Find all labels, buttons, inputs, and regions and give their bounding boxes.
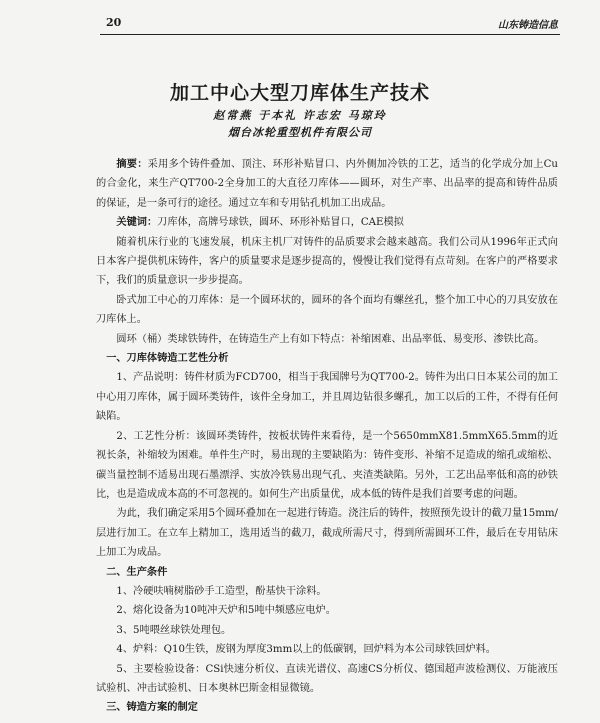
section-heading-2: 二、生产条件 [106, 565, 168, 578]
paper-title: 加工中心大型刀库体生产技术 [169, 82, 430, 104]
section1-paragraph: 1、产品说明：铸件材质为FCD700，相当于我国牌号为QT700-2。铸件为出口日本某公司的加工中心用刀库体，属于圆环类铸件，该件全身加工，并且周边钻很多螺孔，加工以后的工件，不得有任何缺陷。 [96, 372, 558, 423]
section-heading-1: 一、刀库体铸造工艺性分析 [106, 352, 229, 365]
intro-paragraph: 圆环（桶）类球铁铸件，在铸造生产上有如下特点：补缩困难、出品率低、易变形、渗铁比高。 [116, 333, 545, 345]
abstract-label: 摘要： [116, 158, 148, 170]
author-list: 赵常燕 于本礼 许志宏 马琼玲 [213, 109, 387, 122]
section1-paragraph: 为此，我们确定采用5个圆环叠加在一起进行铸造。浇注后的铸件，按照预先设计的截刀量15mm/层进行加工。在立车上精加工，选用适当的截刀，截成所需尺寸，得到所需圆环工件，最后在专用钻床上加工为成品。 [96, 508, 558, 559]
keywords [96, 213, 558, 232]
condition-item: 2、熔化设备为10吨冲天炉和5吨中频感应电炉。 [116, 605, 336, 617]
condition-item: 4、炉料：Q10生铁，废钢为厚度3mm以上的低碳钢，回炉料为本公司球铁回炉料。 [116, 644, 496, 656]
paper-body [96, 155, 558, 718]
condition-item: 5、主要检验设备：CSi快速分析仪、直读光谱仪、高速CS分析仪、德国超声波检测仪、万能液压试验机、冲击试验机、日本奥林巴斯金相显微镜。 [96, 663, 558, 694]
abstract [96, 155, 558, 213]
condition-item: 1、冷硬呋喃树脂砂手工造型，酚基快干涂料。 [116, 585, 327, 597]
journal-name: 山东铸造信息 [498, 20, 558, 31]
abstract-text: 采用多个铸件叠加、顶注、环形补贴冒口、内外侧加冷铁的工艺，适当的化学成分加上Cu的合金化，来生产QT700-2全身加工的大直径刀库体——圆环，对生产率、出品率的提高和铸件品质的保证，是一条可行的途径。通过立车和专用钻孔机加工出成品。 [96, 159, 558, 209]
header-rule [100, 34, 560, 35]
intro-paragraph: 卧式加工中心的刀库体：是一个圆环状的，圆环的各个面均有螺丝孔，整个加工中心的刀具安放在刀库体上。 [96, 294, 558, 326]
condition-item: 3、5吨喂丝球铁处理包。 [116, 624, 232, 636]
affiliation: 烟台冰轮重型机件有限公司 [228, 126, 372, 139]
section-heading-3: 三、铸造方案的制定 [106, 701, 198, 714]
keywords-label: 关键词： [116, 216, 158, 229]
keywords-text: 刀库体，高牌号球铁，圆环、环形补贴冒口，CAE模拟 [157, 217, 404, 229]
intro-paragraph: 随着机床行业的飞速发展，机床主机厂对铸件的品质要求会越来越高。我们公司从1996年正式向日本客户提供机床铸件，客户的质量要求是逐步提高的，慢慢让我们觉得有点苛刻。在客户的严格要求下，我们的质量意识一步步提高。 [96, 236, 558, 287]
page-number: 20 [106, 16, 122, 29]
section1-paragraph: 2、工艺性分析：该圆环类铸件，按板状铸件来看待，是一个5650mmX81.5mmX65.5mm的近视长条，补缩较为困难。单件生产时，易出现的主要缺陷为：铸件变形、补缩不足造成的缩孔或缩松、碳当量控制不适易出现石墨漂浮、实放冷铁易出现气孔、夹渣类缺陷。另外，工艺出品率低和高的砂铁比，也是造成成本高的不可忽视的。如何生产出质量优，成本低的铸件是我们首要考虑的问题。 [96, 430, 558, 500]
